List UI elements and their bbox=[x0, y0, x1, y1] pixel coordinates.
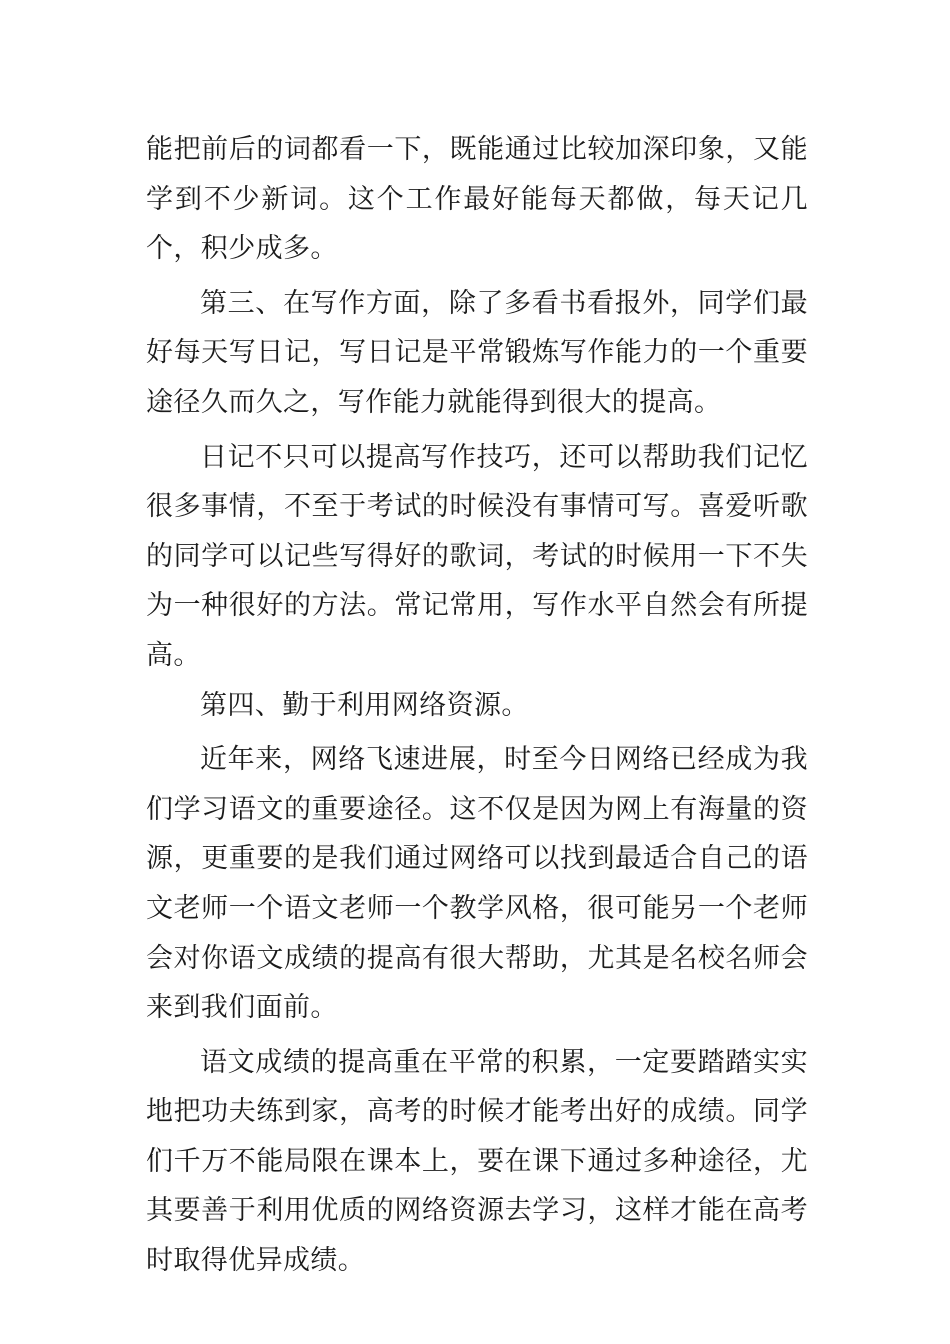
paragraph-diary-benefits bbox=[146, 433, 808, 681]
line: 把功夫练到家，高考的时候才能考出好的成绩。同学们千 bbox=[146, 1096, 808, 1177]
paragraph-writing-diary bbox=[146, 279, 808, 428]
line: 语文成绩的提高重在平常的积累，一定要踏踏实实地 bbox=[146, 1046, 808, 1128]
line: 一个语文老师一个教学风格，很可能另一个老师会对你语 bbox=[146, 892, 808, 974]
line: 异成绩。 bbox=[255, 1245, 366, 1277]
line: 近年来，网络飞速进展，时至今日网络已经成为我们 bbox=[146, 744, 808, 825]
line: 第三、在写作方面，除了多看书看报外，同学们最好 bbox=[146, 287, 808, 369]
line: 学习语文的重要途径。这不仅是因为网上有海量的资源， bbox=[146, 793, 808, 875]
document-page bbox=[146, 125, 808, 1286]
paragraph-conclusion bbox=[146, 1038, 808, 1286]
line: 久而久之，写作能力就能得到很大的提高。 bbox=[200, 386, 722, 418]
line: 文成绩的提高有很大帮助，尤其是名校名师会来到我们面 bbox=[146, 942, 809, 1024]
line: 每天写日记，写日记是平常锻炼写作能力的一个重要途径 bbox=[146, 337, 808, 418]
line: 学可以记些写得好的歌词，考试的时候用一下不失为一种 bbox=[146, 540, 808, 622]
line: 很好的方法。常记常用，写作水平自然会有所提高。 bbox=[146, 590, 808, 671]
paragraph-network-resources bbox=[146, 735, 808, 1033]
line: 能把前后的词都看一下，既能通过比较加深印象，又能学 bbox=[146, 134, 808, 215]
line: 前。 bbox=[283, 992, 338, 1024]
paragraph-vocabulary-tip bbox=[146, 125, 808, 274]
paragraph-heading-network bbox=[146, 681, 808, 731]
line: 万不能局限在课本上，要在课下通过多种途径，尤其要善 bbox=[146, 1145, 808, 1227]
line: 多事情，不至于考试的时候没有事情可写。喜爱听歌的同 bbox=[146, 491, 808, 572]
line: 第四、勤于利用网络资源。 bbox=[200, 689, 529, 721]
line: 于利用优质的网络资源去学习，这样才能在高考时取得优 bbox=[146, 1195, 808, 1277]
line: 到不少新词。这个工作最好能每天都做，每天记几个，积 bbox=[146, 183, 808, 265]
line: 日记不只可以提高写作技巧，还可以帮助我们记忆很 bbox=[146, 441, 808, 523]
line: 更重要的是我们通过网络可以找到最适合自己的语文老师 bbox=[146, 843, 808, 924]
line: 少成多。 bbox=[228, 233, 338, 265]
